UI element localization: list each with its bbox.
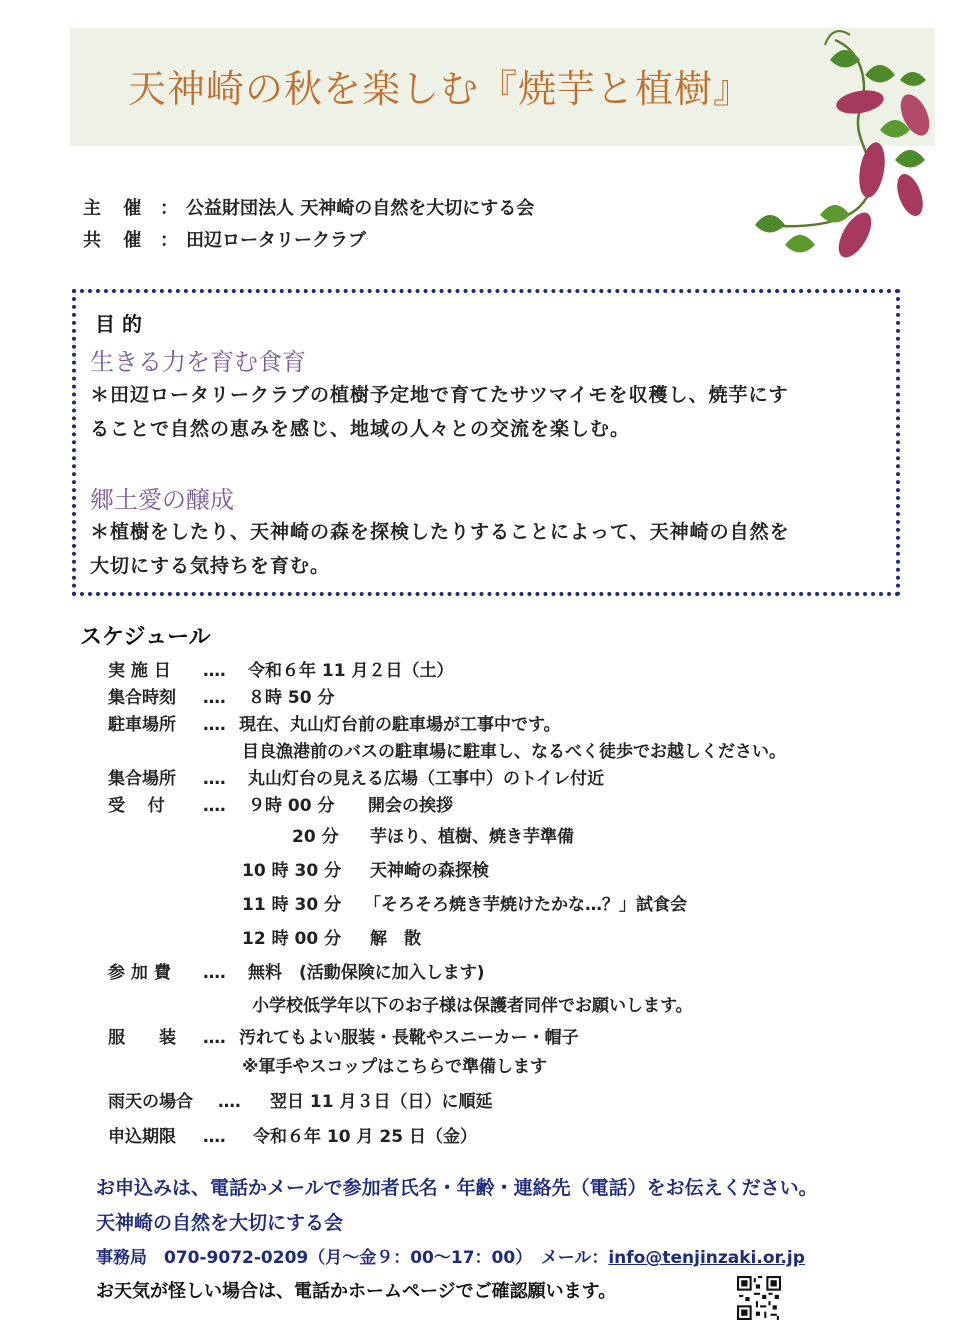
row-dots: ‥‥: [203, 769, 226, 789]
cohost-colon: ：: [160, 230, 178, 251]
office-contact: [96, 1243, 805, 1268]
cohost-value: 田辺ロータリークラブ: [186, 230, 366, 251]
timeline-event: 天神崎の森探検: [370, 861, 489, 881]
row-dots: ‥‥: [203, 715, 226, 735]
purpose-line: ることで自然の恵みを感じ、地域の人々との交流を楽しむ。: [90, 418, 631, 440]
purpose-heading: 目 的: [95, 312, 142, 336]
purpose-text-hometown: [90, 515, 890, 583]
email-link[interactable]: info@tenjinzaki.or.jp: [608, 1248, 805, 1268]
weather-note: お天気が怪しい場合は、電話かホームページでご確認願います。: [96, 1281, 617, 1302]
schedule-row-meeting-place: [108, 764, 604, 789]
timeline-time: 12 時 00 分: [242, 929, 342, 949]
schedule-row-deadline: [108, 1122, 477, 1147]
schedule-row-fee: [108, 958, 485, 983]
timeline-row: [242, 856, 489, 881]
row-label: 駐車場所: [108, 715, 176, 735]
row-label: 雨天の場合: [108, 1092, 193, 1112]
timeline-event: 解 散: [370, 929, 421, 949]
schedule-row-reception: [108, 791, 453, 816]
row-value: ９時 00 分: [248, 796, 335, 816]
row-value: 現在、丸山灯台前の駐車場が工事中です。: [239, 715, 561, 735]
schedule-row-date: [108, 656, 454, 681]
schedule-row-rain: [108, 1087, 493, 1112]
organizer-row-cohost: [0, 226, 900, 250]
host-label: 主 催: [83, 198, 150, 219]
row-label: 服 装: [108, 1028, 176, 1048]
schedule-heading: スケジュール: [80, 625, 211, 650]
purpose-text-food: [90, 378, 890, 446]
row-label: 受 付: [108, 796, 165, 816]
timeline-row: [292, 822, 574, 847]
row-value: ８時 50 分: [248, 688, 335, 708]
purpose-subheading-hometown: 郷土愛の醸成: [90, 486, 234, 514]
host-value: 公益財団法人 天神崎の自然を大切にする会: [186, 198, 535, 219]
row-value: 令和６年 10 月 25 日（金）: [253, 1127, 477, 1147]
schedule-row-fee-note: 小学校低学年以下のお子様は保護者同伴でお願いします。: [252, 996, 693, 1016]
row-label: 申込期限: [108, 1127, 176, 1147]
row-dots: ‥‥: [203, 796, 226, 816]
page-title: 天神崎の秋を楽しむ『焼芋と植樹』: [128, 67, 753, 111]
application-instructions: お申込みは、電話かメールで参加者氏名・年齢・連絡先（電話）をお伝えください。: [96, 1177, 818, 1199]
purpose-line: ＊田辺ロータリークラブの植樹予定地で育てたサツマイモを収穫し、焼芋にす: [90, 384, 789, 406]
row-label: 実 施 日: [108, 661, 171, 681]
timeline-time: 10 時 30 分: [242, 861, 342, 881]
schedule-row-attire-note: ※軍手やスコップはこちらで準備します: [242, 1057, 548, 1077]
schedule-row-parking-note: 目良漁港前のバスの駐車場に駐車し、なるべく徒歩でお越しください。: [242, 742, 786, 762]
timeline-row: [242, 924, 421, 949]
schedule-row-parking: [108, 710, 561, 735]
timeline-event: 芋ほり、植樹、焼き芋準備: [370, 827, 574, 847]
timeline-event: 「そろそろ焼き芋焼けたかな…？」試食会: [364, 895, 687, 915]
row-dots: ‥‥: [203, 661, 226, 681]
row-dots: ‥‥: [203, 1127, 226, 1147]
organization-name: 天神崎の自然を大切にする会: [96, 1212, 344, 1234]
timeline-event: 開会の挨拶: [368, 796, 453, 816]
schedule-row-attire: [108, 1023, 579, 1048]
purpose-subheading-food: 生きる力を育む食育: [90, 348, 306, 376]
row-value: 汚れてもよい服装・長靴やスニーカー・帽子: [239, 1028, 579, 1048]
row-value: 令和６年 11 月２日（土）: [248, 661, 454, 681]
organizer-row-host: [0, 194, 900, 218]
host-colon: ：: [160, 198, 178, 219]
purpose-line: ＊植樹をしたり、天神崎の森を探検したりすることによって、天神崎の自然を: [90, 521, 790, 543]
schedule-row-meeting-time: [108, 683, 335, 708]
row-dots: ‥‥: [218, 1092, 241, 1112]
row-value: 無料 (活動保険に加入します): [248, 963, 485, 983]
office-phone-hours: 事務局 070-9072-0209（月～金９：00～17：00） メール：: [96, 1248, 609, 1268]
row-value: 丸山灯台の見える広場（工事中）のトイレ付近: [248, 769, 605, 789]
timeline-time: 20 分: [292, 827, 339, 847]
row-label: 参 加 費: [108, 963, 171, 983]
row-label: 集合場所: [108, 769, 176, 789]
cohost-label: 共 催: [83, 230, 150, 251]
row-label: 集合時刻: [108, 688, 176, 708]
row-value: 翌日 11 月３日（日）に順延: [270, 1092, 493, 1112]
qr-code[interactable]: [737, 1276, 781, 1320]
timeline-row: [242, 890, 687, 915]
purpose-line: 大切にする気持ちを育む。: [90, 555, 331, 577]
row-dots: ‥‥: [203, 1028, 226, 1048]
row-dots: ‥‥: [203, 688, 226, 708]
row-dots: ‥‥: [203, 963, 226, 983]
timeline-time: 11 時 30 分: [242, 895, 342, 915]
